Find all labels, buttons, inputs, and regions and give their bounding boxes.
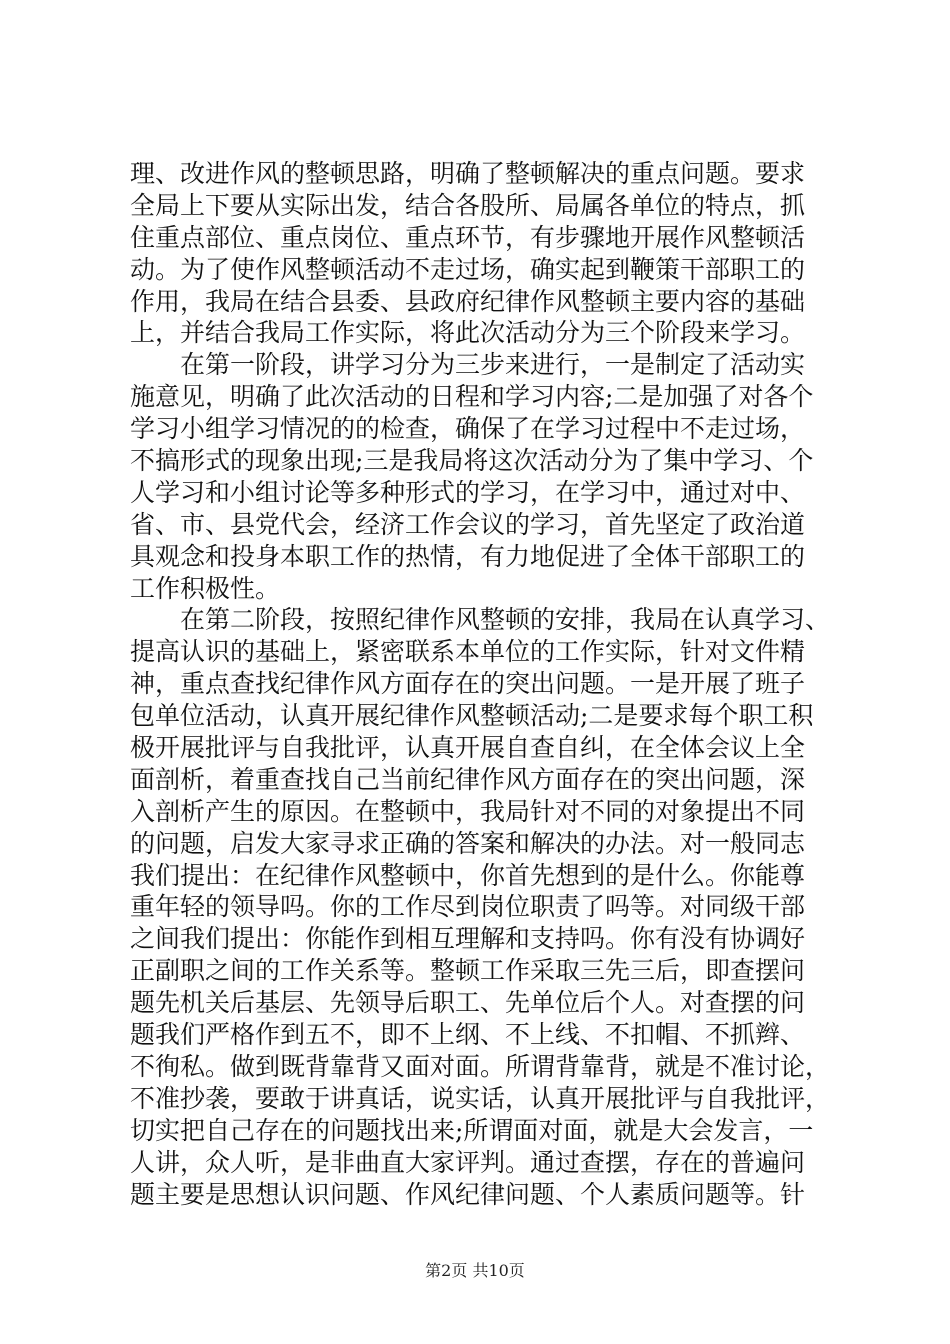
text-line: 的问题，启发大家寻求正确的答案和解决的办法。对一般同志 — [130, 828, 806, 858]
text-line: 施意见，明确了此次活动的日程和学习内容;二是加强了对各个 — [130, 382, 814, 412]
text-line: 动。为了使作风整顿活动不走过场，确实起到鞭策干部职工的 — [130, 254, 806, 284]
text-line: 包单位活动，认真开展纪律作风整顿活动;二是要求每个职工积 — [130, 701, 814, 731]
text-line: 工作积极性。 — [130, 573, 281, 603]
text-line: 之间我们提出：你能作到相互理解和支持吗。你有没有协调好 — [130, 924, 806, 954]
text-line: 理、改进作风的整顿思路，明确了整顿解决的重点问题。要求 — [130, 159, 806, 188]
text-line: 重年轻的领导吗。你的工作尽到岗位职责了吗等。对同级干部 — [130, 892, 806, 922]
text-line: 具观念和投身本职工作的热情，有力地促进了全体干部职工的 — [130, 541, 806, 571]
text-line: 切实把自己存在的问题找出来;所谓面对面，就是大会发言，一 — [130, 1115, 814, 1145]
text-line: 不搞形式的现象出现;三是我局将这次活动分为了集中学习、个 — [130, 446, 814, 476]
text-line: 省、市、县党代会，经济工作会议的学习，首先坚定了政治道 — [130, 509, 806, 539]
text-line: 入剖析产生的原因。在整顿中，我局针对不同的对象提出不同 — [130, 796, 806, 826]
text-line: 人讲，众人听，是非曲直大家评判。通过查摆，存在的普遍问 — [130, 1147, 806, 1177]
text-line: 作用，我局在结合县委、县政府纪律作风整顿主要内容的基础 — [130, 286, 806, 316]
text-line: 上，并结合我局工作实际，将此次活动分为三个阶段来学习。 — [130, 318, 806, 348]
text-line: 学习小组学习情况的的检查，确保了在学习过程中不走过场， — [130, 414, 806, 444]
page-footer: 第2页 共10页 — [425, 1261, 525, 1280]
text-line: 我们提出：在纪律作风整顿中，你首先想到的是什么。你能尊 — [130, 860, 806, 890]
text-line: 正副职之间的工作关系等。整顿工作采取三先三后，即查摆问 — [130, 956, 806, 986]
text-line: 极开展批评与自我批评，认真开展自查自纠，在全体会议上全 — [130, 733, 806, 763]
text-line: 在第二阶段，按照纪律作风整顿的安排，我局在认真学习、 — [130, 605, 831, 635]
text-line: 人学习和小组讨论等多种形式的学习，在学习中，通过对中、 — [130, 477, 806, 507]
text-line: 全局上下要从实际出发，结合各股所、局属各单位的特点，抓 — [130, 190, 806, 220]
text-line: 题主要是思想认识问题、作风纪律问题、个人素质问题等。针 — [130, 1179, 806, 1209]
text-line: 题先机关后基层、先领导后职工、先单位后个人。对查摆的问 — [130, 988, 806, 1018]
text-line: 提高认识的基础上，紧密联系本单位的工作实际，针对文件精 — [130, 637, 806, 667]
text-line: 面剖析，着重查找自己当前纪律作风方面存在的突出问题，深 — [130, 764, 806, 794]
text-line: 住重点部位、重点岗位、重点环节，有步骤地开展作风整顿活 — [130, 222, 806, 252]
text-line: 不徇私。做到既背靠背又面对面。所谓背靠背，就是不准讨论， — [130, 1051, 831, 1081]
text-line: 在第一阶段，讲学习分为三步来进行，一是制定了活动实 — [130, 350, 806, 380]
text-line: 题我们严格作到五不，即不上纲、不上线、不扣帽、不抓辫、 — [130, 1020, 806, 1050]
text-line: 不准抄袭，要敢于讲真话，说实话，认真开展批评与自我批评， — [130, 1083, 831, 1113]
text-line: 神，重点查找纪律作风方面存在的突出问题。一是开展了班子 — [130, 669, 806, 699]
body-text — [130, 158, 830, 1210]
